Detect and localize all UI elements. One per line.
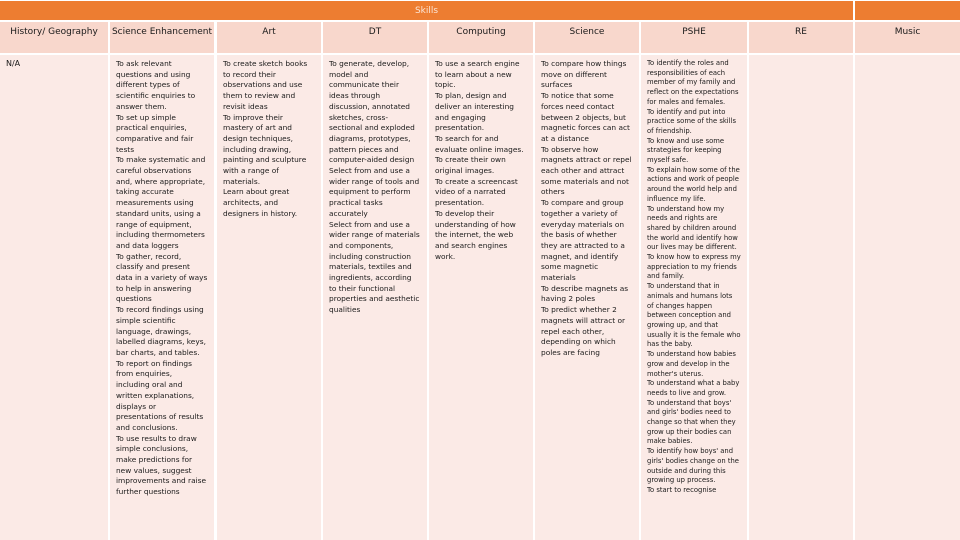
objective: To understand that in animals and humans lots of changes happen between conception and growing up, and that usually it is the female who has the baby. <box>647 282 741 349</box>
objective: To notice that some forces need contact between 2 objects, but magnetic forces can act at a distance <box>541 91 630 143</box>
objective: To report on findings from enquiries, including oral and written explanations, displays or presentations of results and conclusions. <box>116 358 204 432</box>
objective: To compare and group together a variety of everyday materials on the basis of whether they are attracted to a magnet, and identify some magnetic materials <box>541 198 625 283</box>
column-header-science: Science <box>535 22 639 53</box>
objective: To use a search engine to learn about a new topic. <box>435 59 520 90</box>
cell-dt <box>323 55 427 540</box>
cell-re <box>749 55 853 540</box>
objective: To create their own original images. <box>435 155 506 176</box>
cell-science-enhancement <box>110 55 214 540</box>
column-header-history-geography: History/ Geography <box>0 22 108 53</box>
objective: To record findings using simple scientific language, drawings, labelled diagrams, keys, bar charts, and tables. <box>116 305 206 357</box>
column-header-art: Art <box>217 22 321 53</box>
objective: To develop their understanding of how the internet, the web and search engines work. <box>435 208 516 261</box>
objective: To observe how magnets attract or repel each other and attract some materials and not others <box>541 144 632 197</box>
column-header-dt: DT <box>323 22 427 53</box>
objective: To know and use some strategies for keeping myself safe. <box>647 136 725 165</box>
column-header-re: RE <box>749 22 853 53</box>
objective: To start to recognise <box>647 485 717 494</box>
objective: To describe magnets as having 2 poles <box>541 283 629 304</box>
cell-history-geography <box>0 55 108 540</box>
objective: To use results to draw simple conclusions, make predictions for new values, suggest improvements and raise further questions <box>116 433 207 497</box>
objective: To make systematic and careful observations and, where appropriate, taking accurate measurements using standard units, using a range of equipment, including thermometers and data loggers <box>116 155 206 250</box>
skills-banner-title: Skills <box>414 5 439 16</box>
objective: To generate, develop, model and communicate their ideas through discussion, annotated sketches, cross-sectional and exploded diagrams, prototypes, pattern pieces and computer-aided design <box>329 59 415 165</box>
objective: To plan, design and deliver an interesting and engaging presentation. <box>435 91 514 133</box>
objective: To create sketch books to record their observations and use them to review and revisit ideas <box>223 59 308 111</box>
cell-art <box>217 55 321 540</box>
column-header-computing: Computing <box>429 22 533 53</box>
objective: To know how to express my appreciation to my friends and family. <box>647 253 741 281</box>
objective: To compare how things move on different surfaces <box>541 59 627 90</box>
cell-science <box>535 55 639 540</box>
cell-text: N/A <box>6 59 21 68</box>
cell-pshe <box>641 55 747 540</box>
objective: To identify how boys' and girls' bodies change on the outside and during this growing up process. <box>647 447 739 485</box>
column-header-pshe: PSHE <box>641 22 747 53</box>
objective: Learn about great architects, and designers in history. <box>223 187 298 218</box>
objective: Select from and use a wider range of tools and equipment to perform practical tasks accurately <box>329 166 420 218</box>
column-header-science-enhancement: Science Enhancement <box>110 22 214 53</box>
objective: To understand what a baby needs to live and grow. <box>647 379 740 397</box>
objective: Select from and use a wider range of materials and components, including construction materials, textiles and ingredients, according to their functional properties and aesthetic qualities <box>329 219 420 315</box>
objective: To explain how some of the actions and work of people around the world help and influence my life. <box>647 165 740 203</box>
objective: To gather, record, classify and present data in a variety of ways to help in answering questions <box>116 251 208 304</box>
skills-banner <box>0 1 853 20</box>
objective: To search for and evaluate online images. <box>435 133 524 154</box>
objective: To predict whether 2 magnets will attract or repel each other, depending on which poles are facing <box>541 305 626 357</box>
objective: To understand how babies grow and develop in the mother's uterus. <box>647 350 736 378</box>
cell-computing <box>429 55 533 540</box>
objective: To improve their mastery of art and design techniques, including drawing, painting and sculpture with a range of materials. <box>223 112 307 186</box>
skills-banner-extra-cell <box>855 1 960 20</box>
column-header-music: Music <box>855 22 960 53</box>
objective: To identify and put into practice some of the skills of friendship. <box>647 107 737 135</box>
objective: To set up simple practical enquiries, comparative and fair tests <box>116 112 194 154</box>
objective: To understand how my needs and rights are shared by children around the world and identify how our lives may be different. <box>647 204 738 252</box>
objective: To understand that boys' and girls' bodies need to change so that when they grow up their bodies can make babies. <box>647 398 736 446</box>
cell-music <box>855 55 960 540</box>
objective: To identify the roles and responsibilities of each member of my family and reflect on the expectations for males and females. <box>647 59 739 106</box>
objective: To create a screencast video of a narrated presentation. <box>435 176 518 208</box>
objective: To ask relevant questions and using different types of scientific enquiries to answer them. <box>116 59 196 111</box>
